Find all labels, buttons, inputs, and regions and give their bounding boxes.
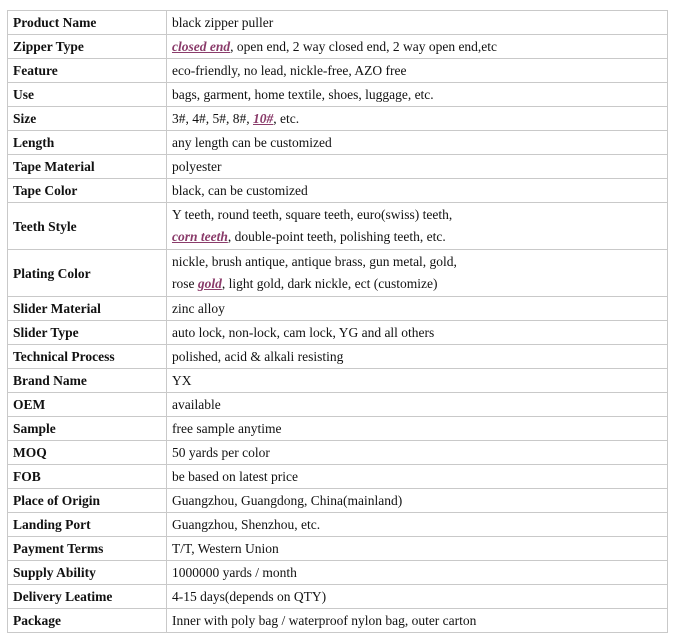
row-label: Plating Color — [8, 250, 167, 297]
row-label: Teeth Style — [8, 203, 167, 250]
table-row — [8, 35, 668, 59]
row-label: Place of Origin — [8, 489, 167, 513]
spec-table-container — [7, 10, 668, 633]
row-value: Inner with poly bag / waterproof nylon bag, outer carton — [167, 609, 668, 633]
table-row — [8, 417, 668, 441]
size-10-link[interactable]: 10# — [253, 111, 274, 126]
table-row — [8, 107, 668, 131]
table-row — [8, 441, 668, 465]
table-row — [8, 321, 668, 345]
row-label: FOB — [8, 465, 167, 489]
row-value — [167, 107, 668, 131]
row-value: polyester — [167, 155, 668, 179]
row-value: black zipper puller — [167, 11, 668, 35]
row-label: Payment Terms — [8, 537, 167, 561]
row-value — [167, 250, 668, 297]
row-value: YX — [167, 369, 668, 393]
row-label: Tape Material — [8, 155, 167, 179]
table-row — [8, 297, 668, 321]
table-row — [8, 465, 668, 489]
table-row — [8, 250, 668, 297]
table-row — [8, 155, 668, 179]
value-line — [172, 226, 662, 248]
spec-table — [7, 10, 668, 633]
row-label: Size — [8, 107, 167, 131]
table-row — [8, 11, 668, 35]
row-label: Supply Ability — [8, 561, 167, 585]
row-value: black, can be customized — [167, 179, 668, 203]
row-value: be based on latest price — [167, 465, 668, 489]
row-label: OEM — [8, 393, 167, 417]
table-row — [8, 561, 668, 585]
row-value — [167, 35, 668, 59]
row-label: Length — [8, 131, 167, 155]
row-value — [167, 203, 668, 250]
value-line: nickle, brush antique, antique brass, gun metal, gold, — [172, 254, 457, 269]
row-value: polished, acid & alkali resisting — [167, 345, 668, 369]
row-label: Brand Name — [8, 369, 167, 393]
gold-link[interactable]: gold — [197, 276, 222, 291]
row-label: Slider Type — [8, 321, 167, 345]
row-value: 1000000 yards / month — [167, 561, 668, 585]
table-row — [8, 393, 668, 417]
value-text: , double-point teeth, polishing teeth, etc. — [227, 229, 446, 244]
row-label: Sample — [8, 417, 167, 441]
value-text: rose — [172, 276, 198, 291]
row-value: Guangzhou, Guangdong, China(mainland) — [167, 489, 668, 513]
value-line: Y teeth, round teeth, square teeth, euro(swiss) teeth, — [172, 207, 453, 222]
table-row — [8, 609, 668, 633]
table-row — [8, 83, 668, 107]
row-value: bags, garment, home textile, shoes, luggage, etc. — [167, 83, 668, 107]
row-label: Tape Color — [8, 179, 167, 203]
table-row — [8, 179, 668, 203]
row-value: Guangzhou, Shenzhou, etc. — [167, 513, 668, 537]
table-row — [8, 489, 668, 513]
table-row — [8, 585, 668, 609]
value-text: , light gold, dark nickle, ect (customize) — [221, 276, 438, 291]
row-label: Delivery Leatime — [8, 585, 167, 609]
row-label: Use — [8, 83, 167, 107]
row-label: Feature — [8, 59, 167, 83]
row-label: Product Name — [8, 11, 167, 35]
row-value: zinc alloy — [167, 297, 668, 321]
value-text: 3#, 4#, 5#, 8#, — [172, 111, 253, 126]
row-value: eco-friendly, no lead, nickle-free, AZO free — [167, 59, 668, 83]
row-value: T/T, Western Union — [167, 537, 668, 561]
row-label: Zipper Type — [8, 35, 167, 59]
row-value: 50 yards per color — [167, 441, 668, 465]
value-text: , open end, 2 way closed end, 2 way open end,etc — [230, 39, 498, 54]
table-row — [8, 537, 668, 561]
table-row — [8, 203, 668, 250]
row-value: any length can be customized — [167, 131, 668, 155]
row-value: 4-15 days(depends on QTY) — [167, 585, 668, 609]
table-row — [8, 513, 668, 537]
table-row — [8, 59, 668, 83]
value-text: , etc. — [273, 111, 300, 126]
row-value: available — [167, 393, 668, 417]
closed-end-link[interactable]: closed end — [172, 39, 231, 54]
table-row — [8, 369, 668, 393]
row-label: Landing Port — [8, 513, 167, 537]
row-label: Slider Material — [8, 297, 167, 321]
corn-teeth-link[interactable]: corn teeth — [172, 229, 228, 244]
value-line — [172, 273, 662, 295]
row-value: free sample anytime — [167, 417, 668, 441]
row-label: MOQ — [8, 441, 167, 465]
row-value: auto lock, non-lock, cam lock, YG and all others — [167, 321, 668, 345]
table-row — [8, 131, 668, 155]
table-row — [8, 345, 668, 369]
row-label: Package — [8, 609, 167, 633]
row-label: Technical Process — [8, 345, 167, 369]
